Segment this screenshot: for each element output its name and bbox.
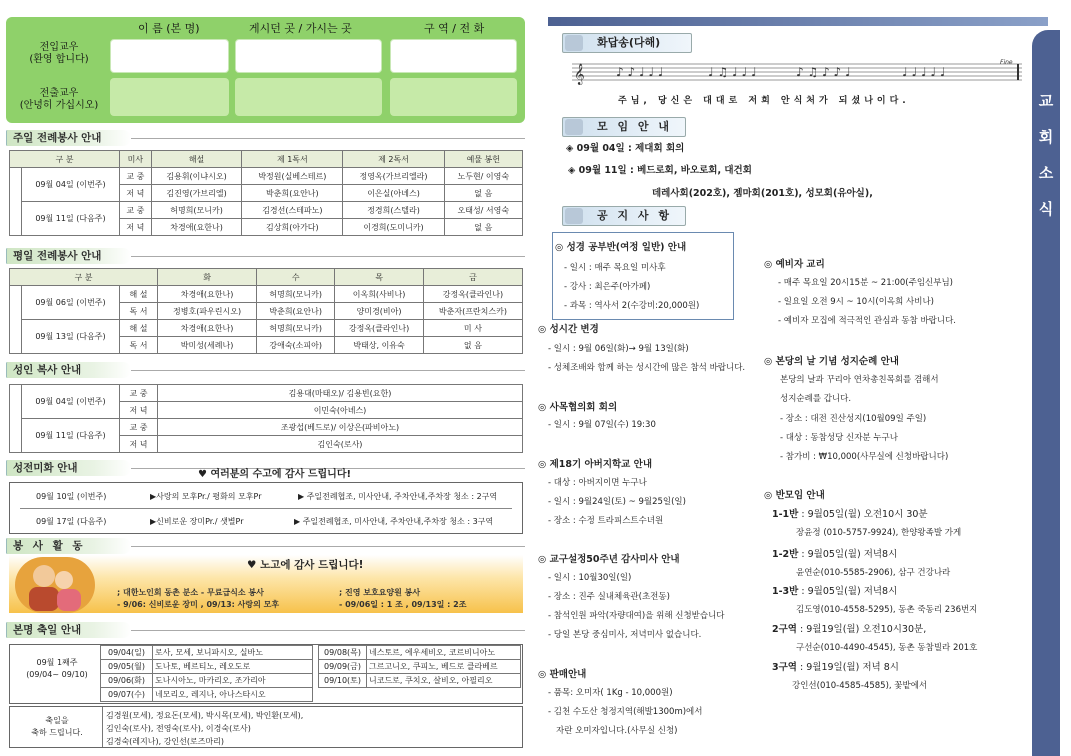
hymn-title-text: 화답송(다해)	[597, 36, 661, 49]
top-divider	[548, 17, 1048, 26]
td: 도나토, 베르티노, 레오도로	[153, 660, 313, 674]
beauty-thanks	[198, 465, 351, 480]
beauty-date-2: 09월 17일 (다음주)	[36, 517, 107, 526]
celeb-label: 축일을 축하 드립니다.	[31, 716, 83, 737]
td: 교 중	[120, 168, 152, 185]
th: 수	[257, 269, 335, 286]
header-name: 이 름 (본 명)	[138, 22, 200, 35]
service-thanks-text: 노고에 감사 드립니다!	[260, 559, 364, 571]
service-left-2: - 9/06: 신비로운 장미 , 09/13: 사랑의 모후	[117, 600, 280, 609]
side-char: 교	[1038, 92, 1054, 110]
th: 금	[423, 269, 522, 286]
beauty-date-1: 09월 10일 (이번주)	[36, 492, 107, 501]
service-right-1: ; 진영 보호요양원 봉사	[339, 588, 421, 597]
table-cell	[10, 402, 22, 419]
td: 니코드로, 쿠치오, 살비오, 아필리오	[367, 674, 521, 688]
date-cell: 09월 06일 (이번주)	[22, 286, 120, 320]
service-right-2: - 09/06일 : 1 조 , 09/13일 : 2조	[339, 600, 467, 609]
header-district: 구 역 / 전 화	[424, 22, 485, 35]
td: 저 녁	[120, 219, 152, 236]
th: 화	[158, 269, 257, 286]
fine-mark: Fine	[1000, 59, 1013, 66]
td: 박춘희(요안나)	[242, 185, 343, 202]
celeb-names-1: 김경원(모세), 정요돈(모세), 박시목(모세), 박인환(모세),	[106, 711, 304, 720]
beauty-box	[9, 482, 523, 534]
ban-1-line: 1-1반 : 9월05일(월) 오전10시 30분	[772, 509, 928, 520]
td: 정영옥(가브리엘라)	[343, 168, 444, 185]
icon-badge	[565, 208, 583, 224]
table-cell	[10, 419, 22, 436]
table-cell	[10, 286, 22, 303]
date-cell: 09월 13일 (다음주)	[22, 320, 120, 354]
th: 해설	[151, 151, 241, 168]
hymn-title	[562, 33, 692, 53]
table-cell	[10, 185, 22, 202]
pilgrim-head: ◎ 본당의 날 기념 성지순례 안내	[764, 356, 899, 367]
table-cell	[10, 303, 22, 320]
td: 박태상, 이유숙	[335, 337, 424, 354]
meeting-title	[562, 117, 686, 137]
heart-icon: ♥	[247, 559, 261, 571]
catechu-c: - 예비자 모집에 적극적인 관심과 동참 바랍니다.	[778, 316, 956, 326]
weekday-table	[9, 268, 523, 354]
ban-label: 2구역	[772, 624, 797, 635]
td: 박춘희(요안나)	[257, 303, 335, 320]
notice-title	[562, 206, 686, 226]
icon-badge	[565, 35, 583, 51]
heart-icon: ♥	[198, 469, 211, 480]
date-cell: 09월 11일 (다음주)	[22, 202, 120, 236]
row-incoming: 전입교우 (환영 합니다)	[29, 42, 89, 65]
ban-time: 9월05일(월) 저녁8시	[807, 549, 898, 560]
td: 김상희(아가다)	[242, 219, 343, 236]
td: 로사, 모세, 보니파시오, 실바노	[153, 646, 313, 660]
table-cell	[10, 202, 22, 219]
catechu-a: - 매주 목요일 20시15분 ~ 21:00(주임신부님)	[778, 278, 953, 288]
th: 예물 봉헌	[444, 151, 522, 168]
td: 김진영(가브리엘)	[151, 185, 241, 202]
td: 차경애(요한나)	[158, 320, 257, 337]
td: 정병호(파우린시오)	[158, 303, 257, 320]
td: 09/04(일)	[101, 646, 153, 660]
table-cell	[10, 320, 22, 337]
mass-head: ◎ 성시간 변경	[538, 324, 599, 335]
td: 김경선(스테파노)	[242, 202, 343, 219]
table-cell	[10, 219, 22, 236]
sale-b: - 김천 수도산 청정지역(해발1300m)에서	[548, 707, 703, 717]
td: 노두현/ 이영숙	[444, 168, 522, 185]
td: 09/05(월)	[101, 660, 153, 674]
ban-5-line: 3구역 : 9월19일(월) 저녁 8시	[772, 662, 899, 673]
td: 강정옥(클라인나)	[423, 286, 522, 303]
td: 이민숙(아녜스)	[158, 402, 523, 419]
td: 09/10(토)	[319, 674, 367, 688]
ban-label: 1-1반	[772, 509, 799, 520]
mass-a: - 일시 : 9월 06일(화)→ 9월 13일(화)	[548, 344, 689, 354]
cell-in-name	[110, 39, 229, 73]
td: 허명희(모니카)	[151, 202, 241, 219]
td: 차경애(요한나)	[158, 286, 257, 303]
svg-text:𝄞: 𝄞	[574, 64, 585, 85]
pilgrim-b: 성지순례를 갑니다.	[780, 394, 852, 404]
notice-title-text: 공 지 사 항	[597, 209, 672, 222]
td: 교 중	[120, 202, 152, 219]
side-banner	[1032, 30, 1060, 756]
music-staff	[568, 58, 1028, 86]
td: 이은실(아녜스)	[343, 185, 444, 202]
bible-c: - 과목 : 역사서 2(수강비:20,000원)	[564, 301, 700, 311]
td: 저 녁	[120, 436, 158, 453]
father-head: ◎ 제18기 아버지학교 안내	[538, 459, 653, 470]
td: 네스토르, 에우세비오, 코르비니아노	[367, 646, 521, 660]
celeb-names-2: 김인숙(로사), 전영숙(로사), 이경숙(로사)	[106, 724, 251, 733]
td: 독 서	[120, 337, 158, 354]
anniv-c: - 참석인원 파악(자량대여)을 위해 신청받습니다	[548, 611, 725, 621]
ban-label: 3구역	[772, 662, 797, 673]
table-cell	[10, 385, 22, 402]
side-char: 식	[1038, 200, 1054, 218]
pilgrim-a: 본당의 날과 꾸리아 연차총친목회를 겸해서	[780, 375, 939, 385]
td: 김인숙(로사)	[158, 436, 523, 453]
bible-head: ◎ 성경 공부반(여정 일반) 안내	[555, 242, 687, 253]
td: 교 중	[120, 419, 158, 436]
td: 없 음	[444, 219, 522, 236]
family-illustration	[15, 557, 95, 613]
feast-right-table	[318, 645, 521, 688]
td: 강애숙(소피아)	[257, 337, 335, 354]
ban-1-host: 장윤정 (010-5757-9924), 한양왕족발 가게	[796, 528, 962, 538]
cell-in-place	[235, 39, 382, 73]
table-cell	[10, 168, 22, 185]
svg-text:♩ ♩ ♩ ♩ ♩: ♩ ♩ ♩ ♩ ♩	[902, 65, 946, 79]
ban-2-line: 1-2반 : 9월05일(월) 저녁8시	[772, 549, 898, 560]
meeting-line-2: ◈ 09월 11일 : 베드로회, 바오로회, 대건회	[568, 165, 752, 176]
section-service: 봉 사 활 동	[6, 538, 131, 554]
beauty-thanks-text: 여러분의 수고에 감사 드립니다!	[210, 469, 352, 480]
ban-label: 1-3반	[772, 586, 799, 597]
beauty-group-1: ▶사랑의 모후Pr./ 평화의 모후Pr	[150, 492, 262, 501]
td: 허명희(모니카)	[257, 286, 335, 303]
bible-b: - 강사 : 최은주(아가페)	[564, 282, 651, 292]
svg-text:♪ ♫ ♪ ♪ ♩: ♪ ♫ ♪ ♪ ♩	[796, 65, 851, 79]
father-c: - 장소 : 수정 트라피스트수녀원	[548, 516, 664, 526]
feast-left-table	[100, 645, 313, 702]
icon-badge	[565, 119, 583, 135]
td: 없 음	[423, 337, 522, 354]
side-char: 회	[1038, 128, 1054, 146]
td: 도나시아노, 마카리오, 조가리아	[153, 674, 313, 688]
service-panel	[9, 555, 523, 613]
section-beauty: 성전미화 안내	[6, 460, 131, 476]
sale-a: - 품목: 오미자( 1Kg - 10,000원)	[548, 688, 673, 698]
adult-table	[9, 384, 523, 453]
meeting-title-text: 모 임 안 내	[597, 120, 672, 133]
td: 차경애(요한나)	[151, 219, 241, 236]
ban-time: 9월05일(월) 저녁8시	[807, 586, 898, 597]
section-feast: 본명 축일 안내	[6, 622, 131, 638]
td: 양미경(비아)	[335, 303, 424, 320]
td: 해 설	[120, 320, 158, 337]
sale-head: ◎ 판매안내	[538, 669, 587, 680]
anniv-a: - 일시 : 10월30일(일)	[548, 573, 632, 583]
transfer-box	[6, 17, 525, 123]
td: 박정원(실베스테르)	[242, 168, 343, 185]
td: 그르고니오, 쿠피노, 베드로 클라베르	[367, 660, 521, 674]
td: 09/08(목)	[319, 646, 367, 660]
date-cell: 09월 04일 (이번주)	[22, 168, 120, 202]
td: 해 설	[120, 286, 158, 303]
td: 09/09(금)	[319, 660, 367, 674]
anniv-head: ◎ 교구설정50주년 감사미사 안내	[538, 554, 680, 565]
td: 09/06(화)	[101, 674, 153, 688]
ban-label: 1-2반	[772, 549, 799, 560]
table-cell	[10, 436, 22, 453]
th: 목	[335, 269, 424, 286]
cell-out-name	[110, 78, 229, 116]
td: 저 녁	[120, 402, 158, 419]
date-cell: 09월 11일 (다음주)	[22, 419, 120, 453]
service-left-1: ; 대한노인회 동촌 분소 - 무료급식소 봉사	[117, 588, 264, 597]
th: 구 분	[10, 269, 158, 286]
date-cell: 09월 04일 (이번주)	[22, 385, 120, 419]
td: 미 사	[423, 320, 522, 337]
ban-2-host: 윤연순(010-5585-2906), 삼구 건강나라	[796, 568, 951, 578]
banmoim-head: ◎ 반모임 안내	[764, 490, 825, 501]
th: 제 2독서	[343, 151, 444, 168]
ban-4-host: 구선순(010-4490-4545), 동촌 동참빌라 201호	[796, 643, 978, 653]
ban-5-host: 강인선(010-4585-4585), 꽃밭에서	[792, 681, 928, 691]
td: 김용휘(이냐시오)	[151, 168, 241, 185]
td: 정경희(스텔라)	[343, 202, 444, 219]
feast-celebrants	[9, 706, 523, 748]
td: 없 음	[444, 185, 522, 202]
beauty-task-2: ▶ 주일전례협조, 미사안내, 주차안내,주차장 청소 : 3구역	[294, 517, 494, 526]
pilgrim-d: - 대상 : 동참성당 신자분 누구나	[780, 433, 898, 443]
td: 박춘자(프란치스카)	[423, 303, 522, 320]
td: 09/07(수)	[101, 688, 153, 702]
father-a: - 대상 : 아버지이면 누구나	[548, 478, 647, 488]
td: 저 녁	[120, 185, 152, 202]
hymn-lyrics: 주님, 당신은 대대로 저희 안식처가 되셨나이다.	[618, 96, 910, 106]
td: 독 서	[120, 303, 158, 320]
cell-out-place	[235, 78, 382, 116]
td: 이경희(도미니카)	[343, 219, 444, 236]
section-adult: 성인 복사 안내	[6, 362, 131, 378]
section-sunday: 주일 전례봉사 안내	[6, 130, 131, 146]
td: 오태성/ 서영숙	[444, 202, 522, 219]
side-char: 소	[1038, 164, 1054, 182]
sale-c: 자란 오미자입니다.(사무실 신청)	[556, 726, 678, 736]
beauty-group-2: ▶신비로운 장미Pr./ 샛별Pr	[150, 517, 244, 526]
section-weekday: 평일 전례봉사 안내	[6, 248, 131, 264]
td: 허명희(모니카)	[257, 320, 335, 337]
th: 구 분	[10, 151, 120, 168]
father-b: - 일시 : 9월24일(토) ~ 9월25일(일)	[548, 497, 686, 507]
anniv-d: - 당일 본당 중심미사, 저녁미사 없습니다.	[548, 630, 702, 640]
ban-3-line: 1-3반 : 9월05일(월) 저녁8시	[772, 586, 898, 597]
catechu-b: - 일요일 오전 9시 ~ 10시(이옥희 사비나)	[778, 297, 935, 307]
mass-b: - 성체조배와 함께 하는 성시간에 많은 참석 바랍니다.	[548, 363, 746, 373]
header-place: 게시던 곳 / 가시는 곳	[249, 22, 352, 35]
celeb-names-3: 김경숙(레지나), 강인선(로즈마리)	[106, 737, 225, 746]
pastoral-a: - 일시 : 9월 07일(수) 19:30	[548, 420, 656, 430]
feast-box	[9, 644, 523, 704]
ban-time: 9월19일(월) 저녁 8시	[806, 662, 899, 673]
td: 강정옥(클라인나)	[335, 320, 424, 337]
sunday-table	[9, 150, 523, 236]
td: 이옥희(사비나)	[335, 286, 424, 303]
td: 조광섭(베드로)/ 이상은(파비아노)	[158, 419, 523, 436]
meeting-line-1: ◈ 09월 04일 : 제대회 회의	[566, 143, 685, 154]
ban-time: 9월19일(월) 오전10시30분,	[806, 624, 927, 635]
bible-a: - 일시 : 매주 목요일 미사후	[564, 263, 666, 273]
ban-4-line: 2구역 : 9월19일(월) 오전10시30분,	[772, 624, 927, 635]
table-cell	[10, 337, 22, 354]
svg-text:♩ ♫ ♩ ♩ ♩: ♩ ♫ ♩ ♩ ♩	[708, 65, 757, 79]
cell-out-district	[390, 78, 517, 116]
svg-text:♪ ♪ ♩ ♩ ♩: ♪ ♪ ♩ ♩ ♩	[616, 65, 664, 79]
catechu-head: ◎ 예비자 교리	[764, 259, 825, 270]
cell-in-district	[390, 39, 517, 73]
td: 교 중	[120, 385, 158, 402]
td: 네모리오, 레지나, 아나스타시오	[153, 688, 313, 702]
ban-time: 9월05일(월) 오전10시 30분	[807, 509, 928, 520]
ban-3-host: 김도영(010-4558-5295), 동촌 죽동리 236번지	[796, 605, 978, 615]
anniv-b: - 장소 : 진주 실내체육관(초전동)	[548, 592, 670, 602]
row-outgoing: 전출교우 (안녕히 가십시오)	[19, 88, 99, 111]
pastoral-head: ◎ 사목협의회 회의	[538, 402, 618, 413]
beauty-task-1: ▶ 주일전례협조, 미사안내, 주차안내,주차장 청소 : 2구역	[298, 492, 498, 501]
feast-week: 09월 1째주 (09/04~ 09/10)	[26, 658, 88, 679]
td: 박미성(세례나)	[158, 337, 257, 354]
th: 미사	[120, 151, 152, 168]
th: 제 1독서	[242, 151, 343, 168]
pilgrim-c: - 장소 : 대전 진산성지(10월09일 주일)	[780, 414, 927, 424]
meeting-line-3: 데레사회(202호), 젬마회(201호), 성모회(유아실),	[652, 188, 873, 199]
service-thanks	[247, 557, 363, 572]
td: 김용대(마태오)/ 김용빈(요한)	[158, 385, 523, 402]
pilgrim-e: - 참가비 : ₩10,000(사무실에 신청바랍니다)	[780, 452, 949, 462]
